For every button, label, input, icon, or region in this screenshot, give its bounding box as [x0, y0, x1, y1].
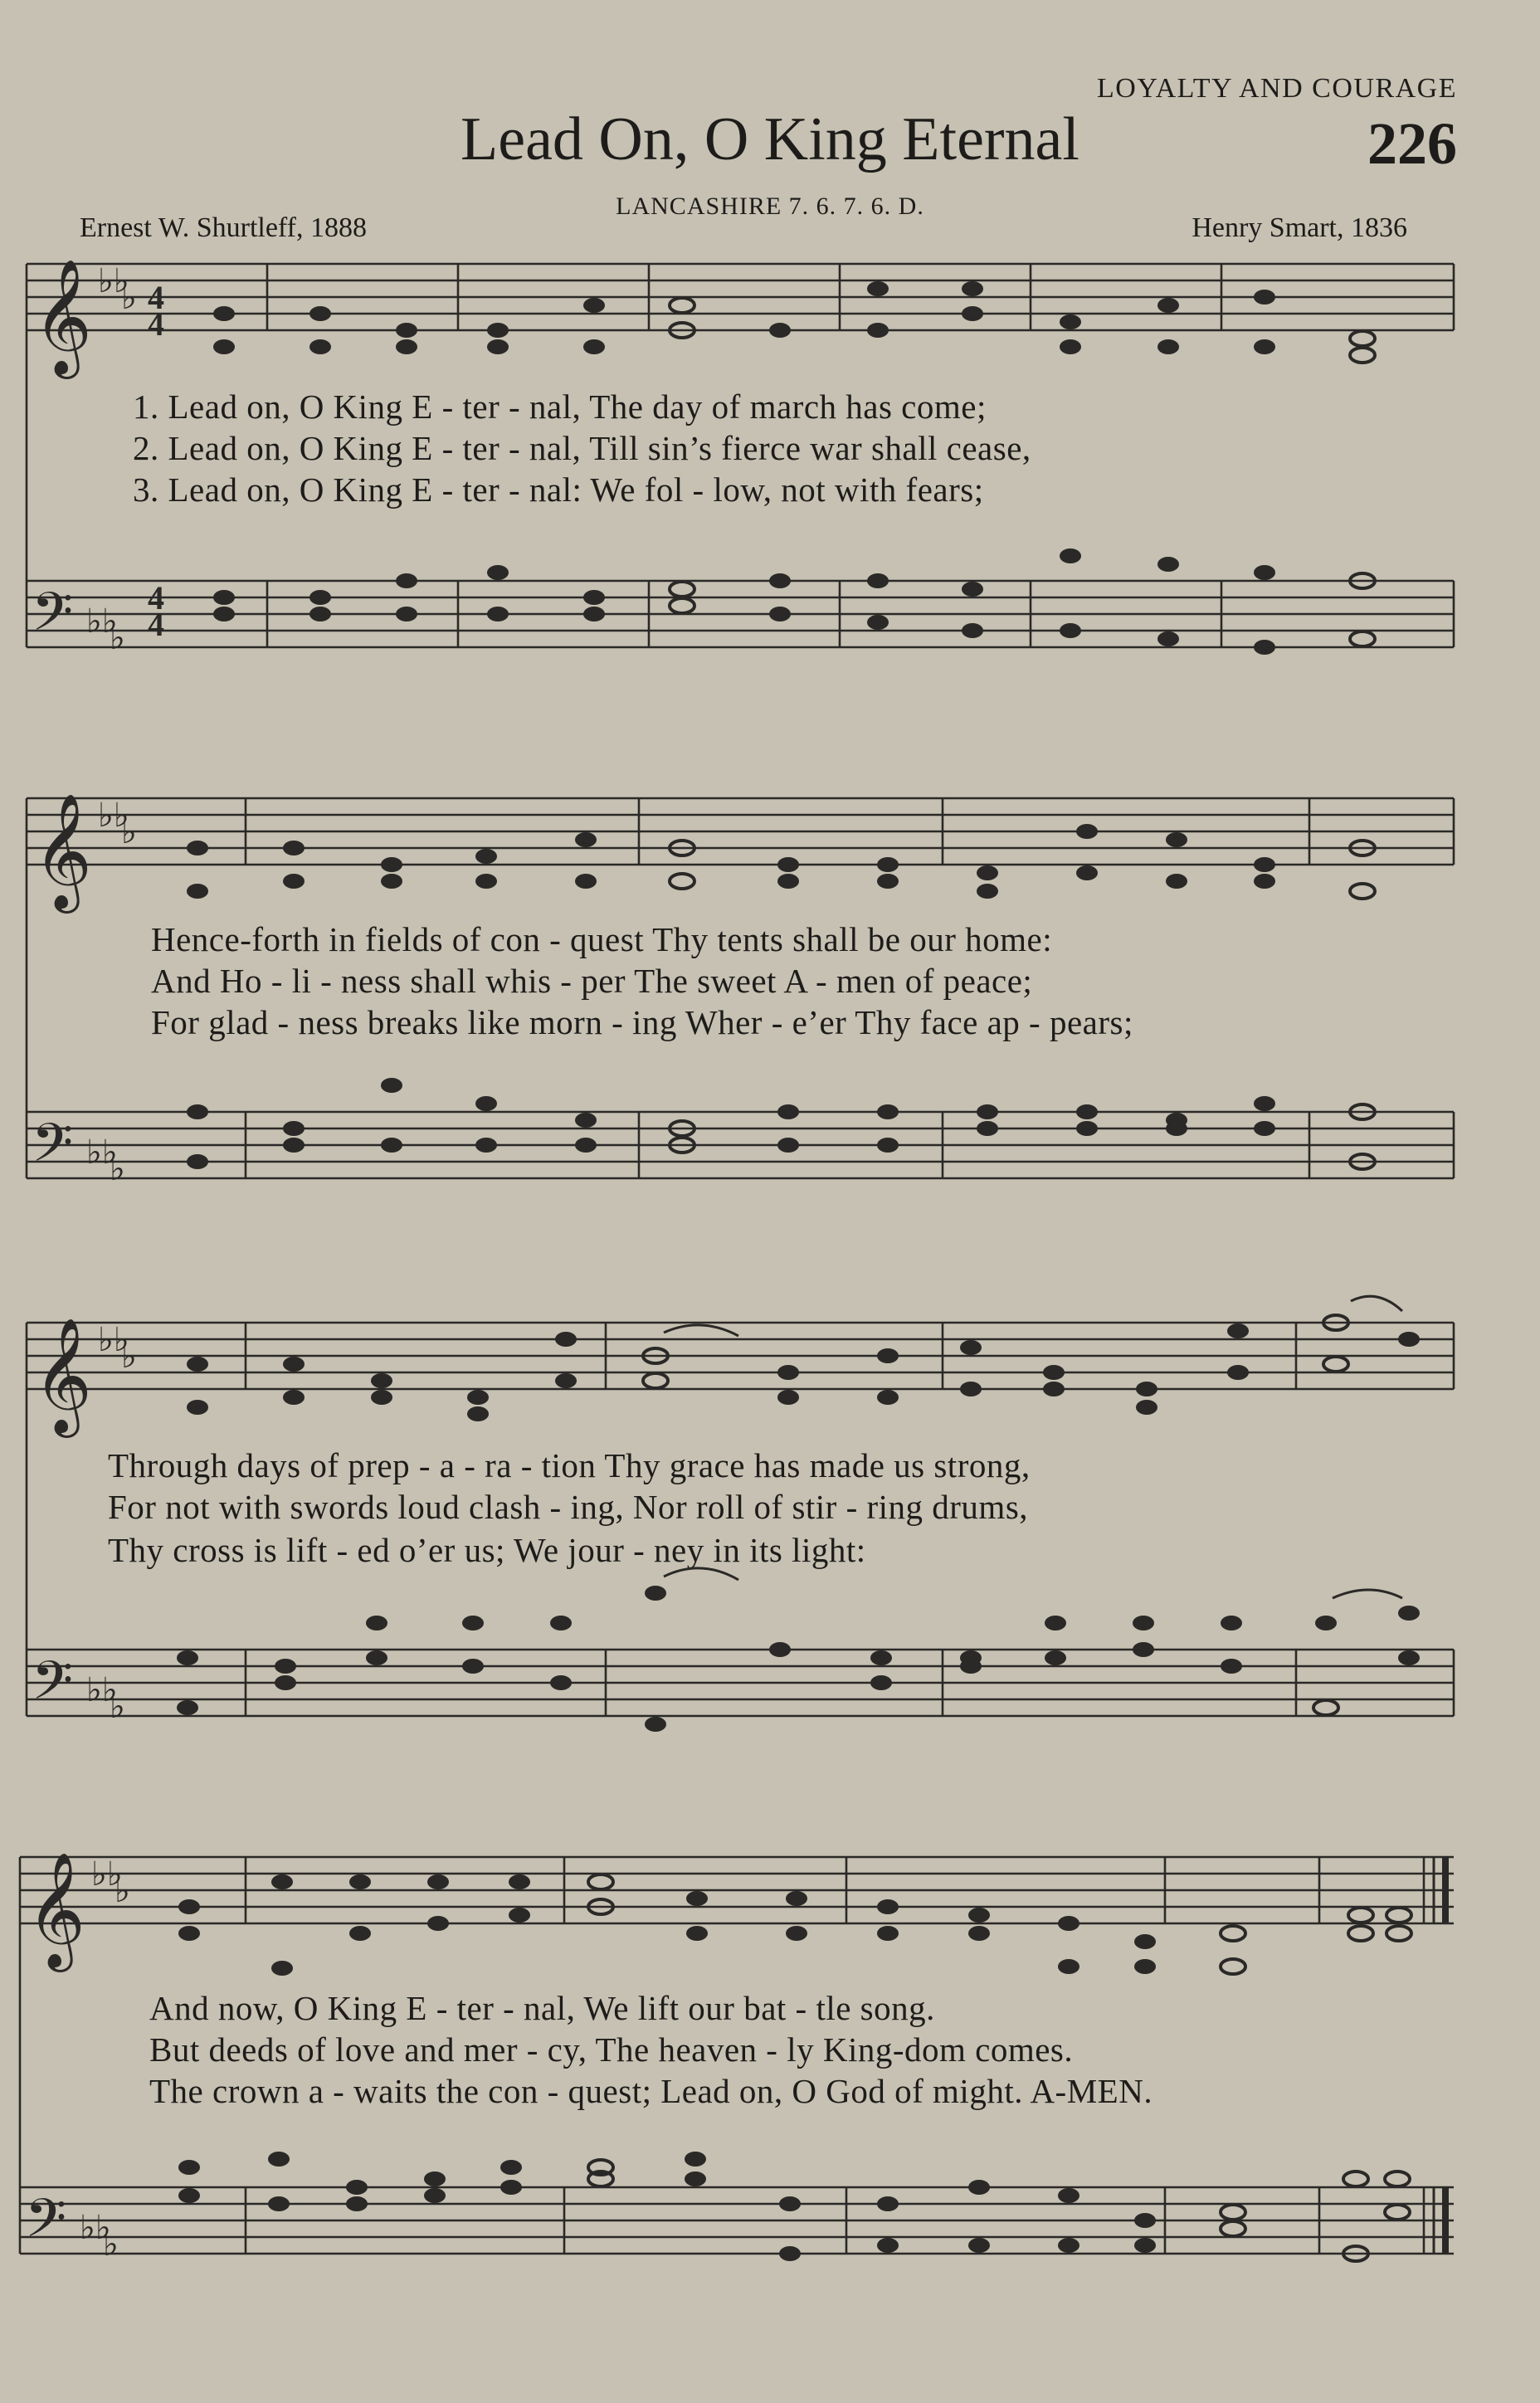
- lyric-line: The crown a - waits the con - quest; Lead on, O God of might. A-MEN.: [149, 2072, 1153, 2110]
- svg-text:4: 4: [148, 305, 164, 343]
- svg-text:♭♭: ♭♭: [98, 797, 129, 834]
- svg-text:♭: ♭: [121, 1338, 137, 1375]
- section-heading: LOYALTY AND COURAGE: [1097, 73, 1457, 104]
- lyric-line: Through days of prep - a - ra - tion Thy grace has made us strong,: [108, 1446, 1031, 1484]
- lyric-line: For glad - ness breaks like morn - ing Wher - e’er Thy face ap - pears;: [151, 1003, 1133, 1041]
- lyric-line: But deeds of love and mer - cy, The heaven - ly King-dom comes.: [149, 2030, 1074, 2069]
- svg-text:♭: ♭: [110, 1150, 125, 1187]
- lyric-line: 2. Lead on, O King E - ter - nal, Till sin’s fierce war shall cease,: [133, 429, 1031, 467]
- svg-text:♭♭: ♭♭: [91, 1855, 123, 1893]
- svg-text:𝄢: 𝄢: [25, 2189, 67, 2261]
- hymn-number: 226: [1367, 110, 1457, 177]
- svg-text:𝄞: 𝄞: [33, 796, 92, 906]
- svg-text:𝄞: 𝄞: [33, 1320, 92, 1431]
- svg-text:♭♭: ♭♭: [98, 1321, 129, 1358]
- svg-text:♭: ♭: [103, 2225, 119, 2263]
- svg-text:♭: ♭: [110, 619, 125, 656]
- lyric-line: 3. Lead on, O King E - ter - nal: We fol - low, not with fears;: [133, 470, 984, 509]
- svg-text:♭: ♭: [110, 1688, 125, 1725]
- svg-text:𝄢: 𝄢: [32, 1114, 74, 1186]
- svg-text:♭♭: ♭♭: [86, 1671, 118, 1708]
- svg-text:𝄢: 𝄢: [32, 1651, 74, 1723]
- composer-credit: Henry Smart, 1836: [1192, 212, 1407, 243]
- svg-text:𝄞: 𝄞: [33, 261, 92, 372]
- svg-text:♭: ♭: [115, 1872, 130, 1909]
- svg-text:♭♭: ♭♭: [80, 2209, 111, 2246]
- tune-name-meter: LANCASHIRE 7. 6. 7. 6. D.: [616, 193, 924, 220]
- svg-text:♭♭: ♭♭: [86, 1133, 118, 1171]
- svg-text:♭: ♭: [121, 813, 137, 851]
- lyric-line: Thy cross is lift - ed o’er us; We jour - ney in its light:: [108, 1531, 866, 1569]
- svg-text:4: 4: [148, 579, 164, 617]
- lyric-line: And now, O King E - ter - nal, We lift our bat - tle song.: [149, 1989, 935, 2027]
- svg-text:4: 4: [148, 606, 164, 643]
- lyric-line: And Ho - li - ness shall whis - per The sweet A - men of peace;: [151, 962, 1033, 1000]
- lyric-line: Hence-forth in fields of con - quest Thy tents shall be our home:: [151, 920, 1053, 958]
- lyric-line: 1. Lead on, O King E - ter - nal, The day of march has come;: [133, 388, 987, 426]
- lyric-line: For not with swords loud clash - ing, Nor roll of stir - ring drums,: [108, 1488, 1029, 1526]
- svg-text:♭♭: ♭♭: [86, 602, 118, 640]
- hymn-title: Lead On, O King Eternal: [461, 105, 1079, 173]
- svg-text:♭: ♭: [121, 279, 137, 316]
- svg-text:4: 4: [148, 279, 164, 316]
- svg-text:𝄢: 𝄢: [32, 582, 74, 655]
- svg-text:𝄞: 𝄞: [27, 1855, 85, 1965]
- svg-text:♭♭: ♭♭: [98, 262, 129, 300]
- lyricist-credit: Ernest W. Shurtleff, 1888: [80, 212, 367, 243]
